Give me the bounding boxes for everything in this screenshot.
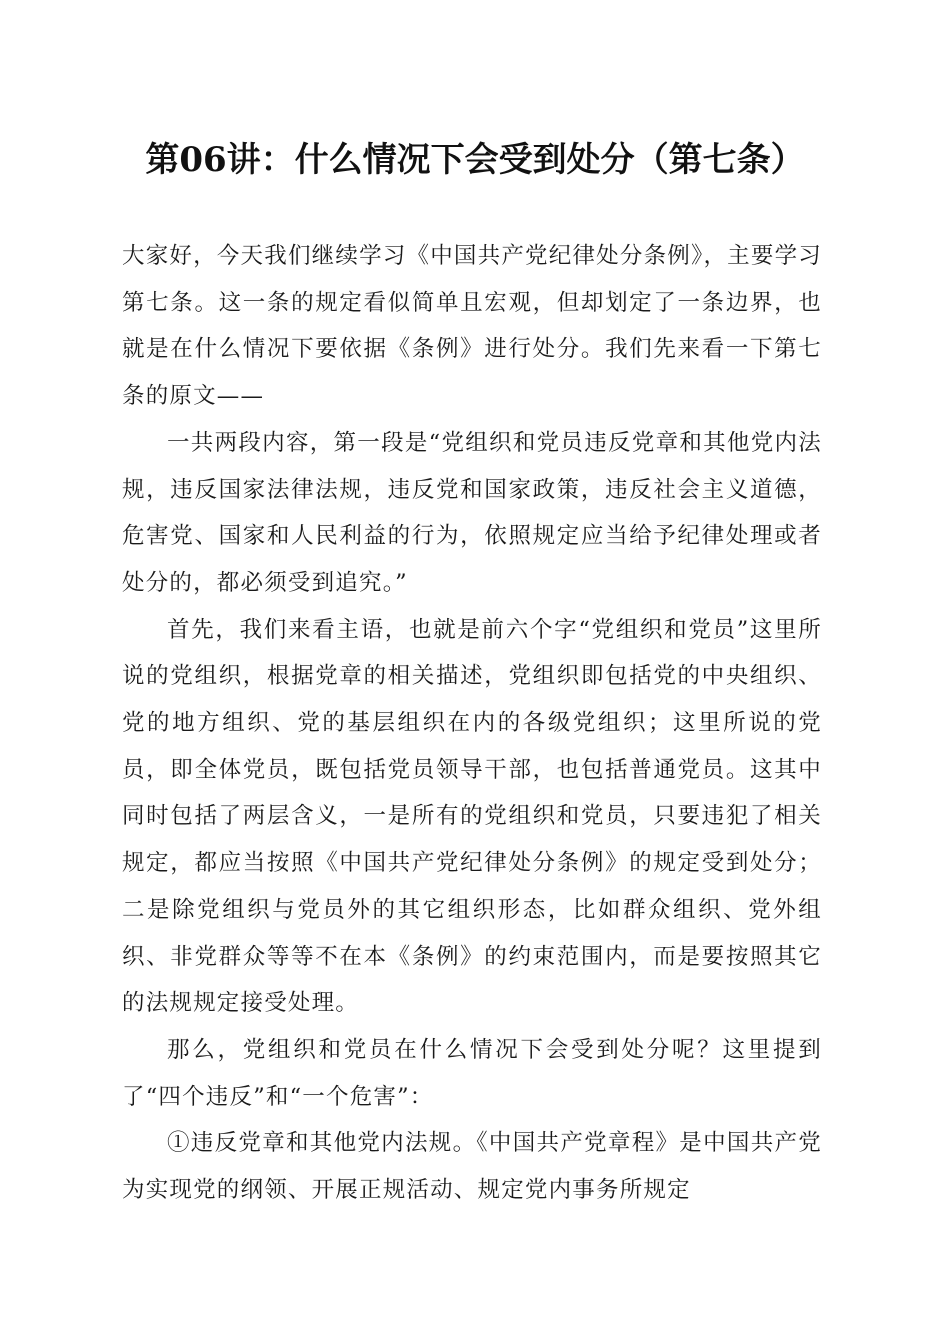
paragraph-3: 首先，我们来看主语，也就是前六个字“党组织和党员”这里所说的党组织，根据党章的相关描述，党组织即包括党的中央组织、党的地方组织、党的基层组织在内的各级党组织；这里所说的党员，即全体党员，既包括党员领导干部，也包括普通党员。这其中同时包括了两层含义，一是所有的党组织和党员，只要违犯了相关规定，都应当按照《中国共产党纪律处分条例》的规定受到处分；二是除党组织与党员外的其它组织形态，比如群众组织、党外组织、非党群众等等不在本《条例》的约束范围内，而是要按照其它的法规规定接受处理。 [122, 616, 822, 1017]
paragraph-2: 一共两段内容，第一段是“党组织和党员违反党章和其他党内法规，违反国家法律法规，违反党和国家政策，违反社会主义道德，危害党、国家和人民利益的行为，依照规定应当给予纪律处理或者处分的，都必须受到追究。” [122, 429, 822, 596]
paragraph-5: ①违反党章和其他党内法规。《中国共产党章程》是中国共产党为实现党的纲领、开展正规活动、规定党内事务所规定 [122, 1130, 822, 1204]
paragraph-4: 那么，党组织和党员在什么情况下会受到处分呢？这里提到了“四个违反”和“一个危害”： [122, 1036, 822, 1110]
document-title: 第06讲：什么情况下会受到处分（第七条） [145, 140, 805, 180]
paragraph-1: 大家好，今天我们继续学习《中国共产党纪律处分条例》，主要学习第七条。这一条的规定看似简单且宏观，但却划定了一条边界，也就是在什么情况下要依据《条例》进行处分。我们先来看一下第七条的原文—— [122, 243, 822, 410]
document-body [122, 233, 822, 1214]
